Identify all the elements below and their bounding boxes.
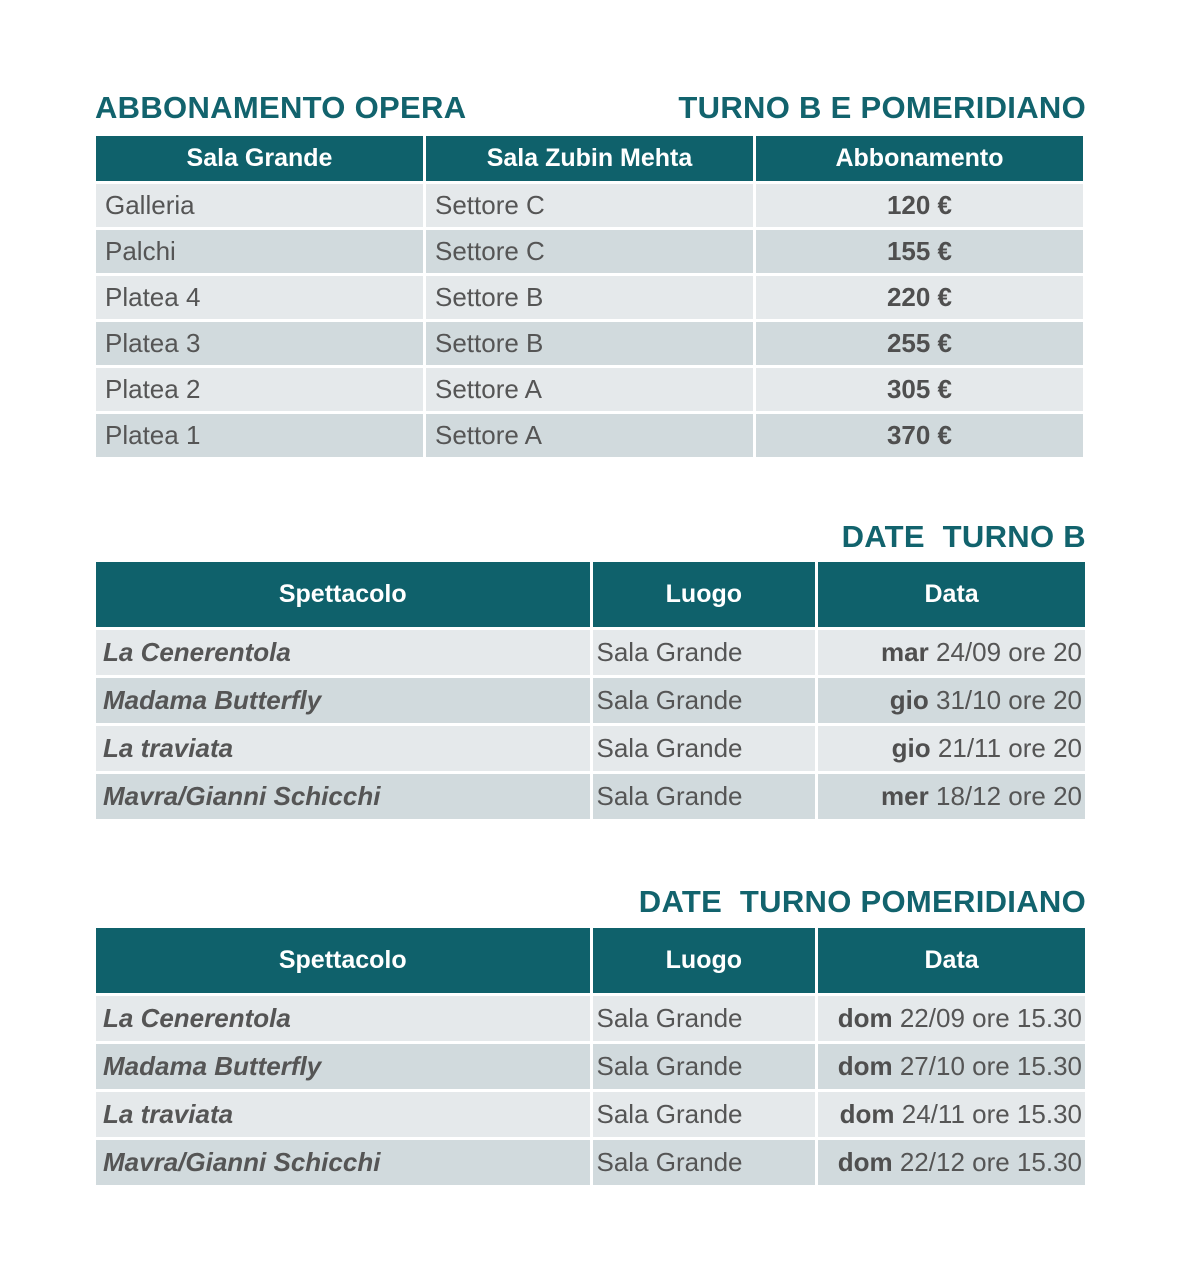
table-row [96,276,1083,319]
date-cell [818,774,1085,819]
show-cell: Madama Butterfly [96,678,590,723]
show-cell: Mavra/Gianni Schicchi [96,774,590,819]
turno-pomeridiano-table [93,925,1088,1188]
table-row [96,322,1083,365]
date-cell [818,996,1085,1041]
date-cell [818,1044,1085,1089]
table-row [96,630,1085,675]
column-header-spettacolo: Spettacolo [96,928,590,993]
date-cell [818,630,1085,675]
date-time: 22/12 ore 15.30 [899,1147,1082,1177]
table-row [96,726,1085,771]
sala-zubin-mehta-cell: Settore A [426,414,753,457]
sala-zubin-mehta-cell: Settore B [426,322,753,365]
venue-cell: Sala Grande [593,630,816,675]
date-time: 22/09 ore 15.30 [899,1003,1082,1033]
column-header-data: Data [818,562,1085,627]
date-cell [818,1140,1085,1185]
date-cell [818,678,1085,723]
turno-b-title: DATE TURNO B [841,519,1086,554]
table-row [96,1140,1085,1185]
show-cell: La Cenerentola [96,996,590,1041]
venue-cell: Sala Grande [593,1140,816,1185]
venue-cell: Sala Grande [593,996,816,1041]
sala-grande-cell: Palchi [96,230,423,273]
weekday: dom [837,1003,893,1033]
turno-b-table [93,559,1088,822]
price-cell: 255 € [756,322,1083,365]
turno-b-header-row [96,562,1085,627]
sala-grande-cell: Platea 3 [96,322,423,365]
venue-cell: Sala Grande [593,774,816,819]
sala-zubin-mehta-cell: Settore A [426,368,753,411]
show-cell: Madama Butterfly [96,1044,590,1089]
venue-cell: Sala Grande [593,1044,816,1089]
column-header-luogo: Luogo [593,562,816,627]
table-row [96,230,1083,273]
column-header-data: Data [818,928,1085,993]
table-row [96,1092,1085,1137]
price-cell: 220 € [756,276,1083,319]
price-header-row [96,136,1083,181]
sala-grande-cell: Platea 2 [96,368,423,411]
sala-zubin-mehta-cell: Settore C [426,184,753,227]
sala-zubin-mehta-cell: Settore B [426,276,753,319]
price-table [93,133,1086,460]
table-row [96,678,1085,723]
column-header-sala-zubin-mehta: Sala Zubin Mehta [426,136,753,181]
turno-pomeridiano-title: DATE TURNO POMERIDIANO [638,884,1086,919]
table-row [96,184,1083,227]
sala-grande-cell: Platea 4 [96,276,423,319]
column-header-sala-grande: Sala Grande [96,136,423,181]
table-row [96,414,1083,457]
venue-cell: Sala Grande [593,678,816,723]
weekday: dom [839,1099,895,1129]
date-time: 24/11 ore 15.30 [901,1099,1082,1129]
date-time: 27/10 ore 15.30 [899,1051,1082,1081]
table-row [96,1044,1085,1089]
venue-cell: Sala Grande [593,726,816,771]
price-cell: 305 € [756,368,1083,411]
table-row [96,774,1085,819]
date-time: 31/10 ore 20 [935,685,1082,715]
column-header-luogo: Luogo [593,928,816,993]
price-title-left: ABBONAMENTO OPERA [95,90,467,125]
venue-cell: Sala Grande [593,1092,816,1137]
sala-zubin-mehta-cell: Settore C [426,230,753,273]
show-cell: La traviata [96,726,590,771]
sala-grande-cell: Galleria [96,184,423,227]
weekday: gio [889,685,929,715]
sala-grande-cell: Platea 1 [96,414,423,457]
weekday: gio [891,733,931,763]
date-time: 21/11 ore 20 [937,733,1082,763]
weekday: mar [881,637,929,667]
turno-pomeridiano-header-row [96,928,1085,993]
price-cell: 370 € [756,414,1083,457]
date-time: 18/12 ore 20 [935,781,1082,811]
date-cell [818,1092,1085,1137]
weekday: dom [837,1051,893,1081]
show-cell: La traviata [96,1092,590,1137]
show-cell: Mavra/Gianni Schicchi [96,1140,590,1185]
show-cell: La Cenerentola [96,630,590,675]
weekday: dom [837,1147,893,1177]
column-header-abbonamento: Abbonamento [756,136,1083,181]
table-row [96,368,1083,411]
date-time: 24/09 ore 20 [935,637,1082,667]
weekday: mer [881,781,929,811]
table-row [96,996,1085,1041]
column-header-spettacolo: Spettacolo [96,562,590,627]
price-cell: 120 € [756,184,1083,227]
price-title-right: TURNO B E POMERIDIANO [678,90,1086,125]
price-cell: 155 € [756,230,1083,273]
date-cell [818,726,1085,771]
